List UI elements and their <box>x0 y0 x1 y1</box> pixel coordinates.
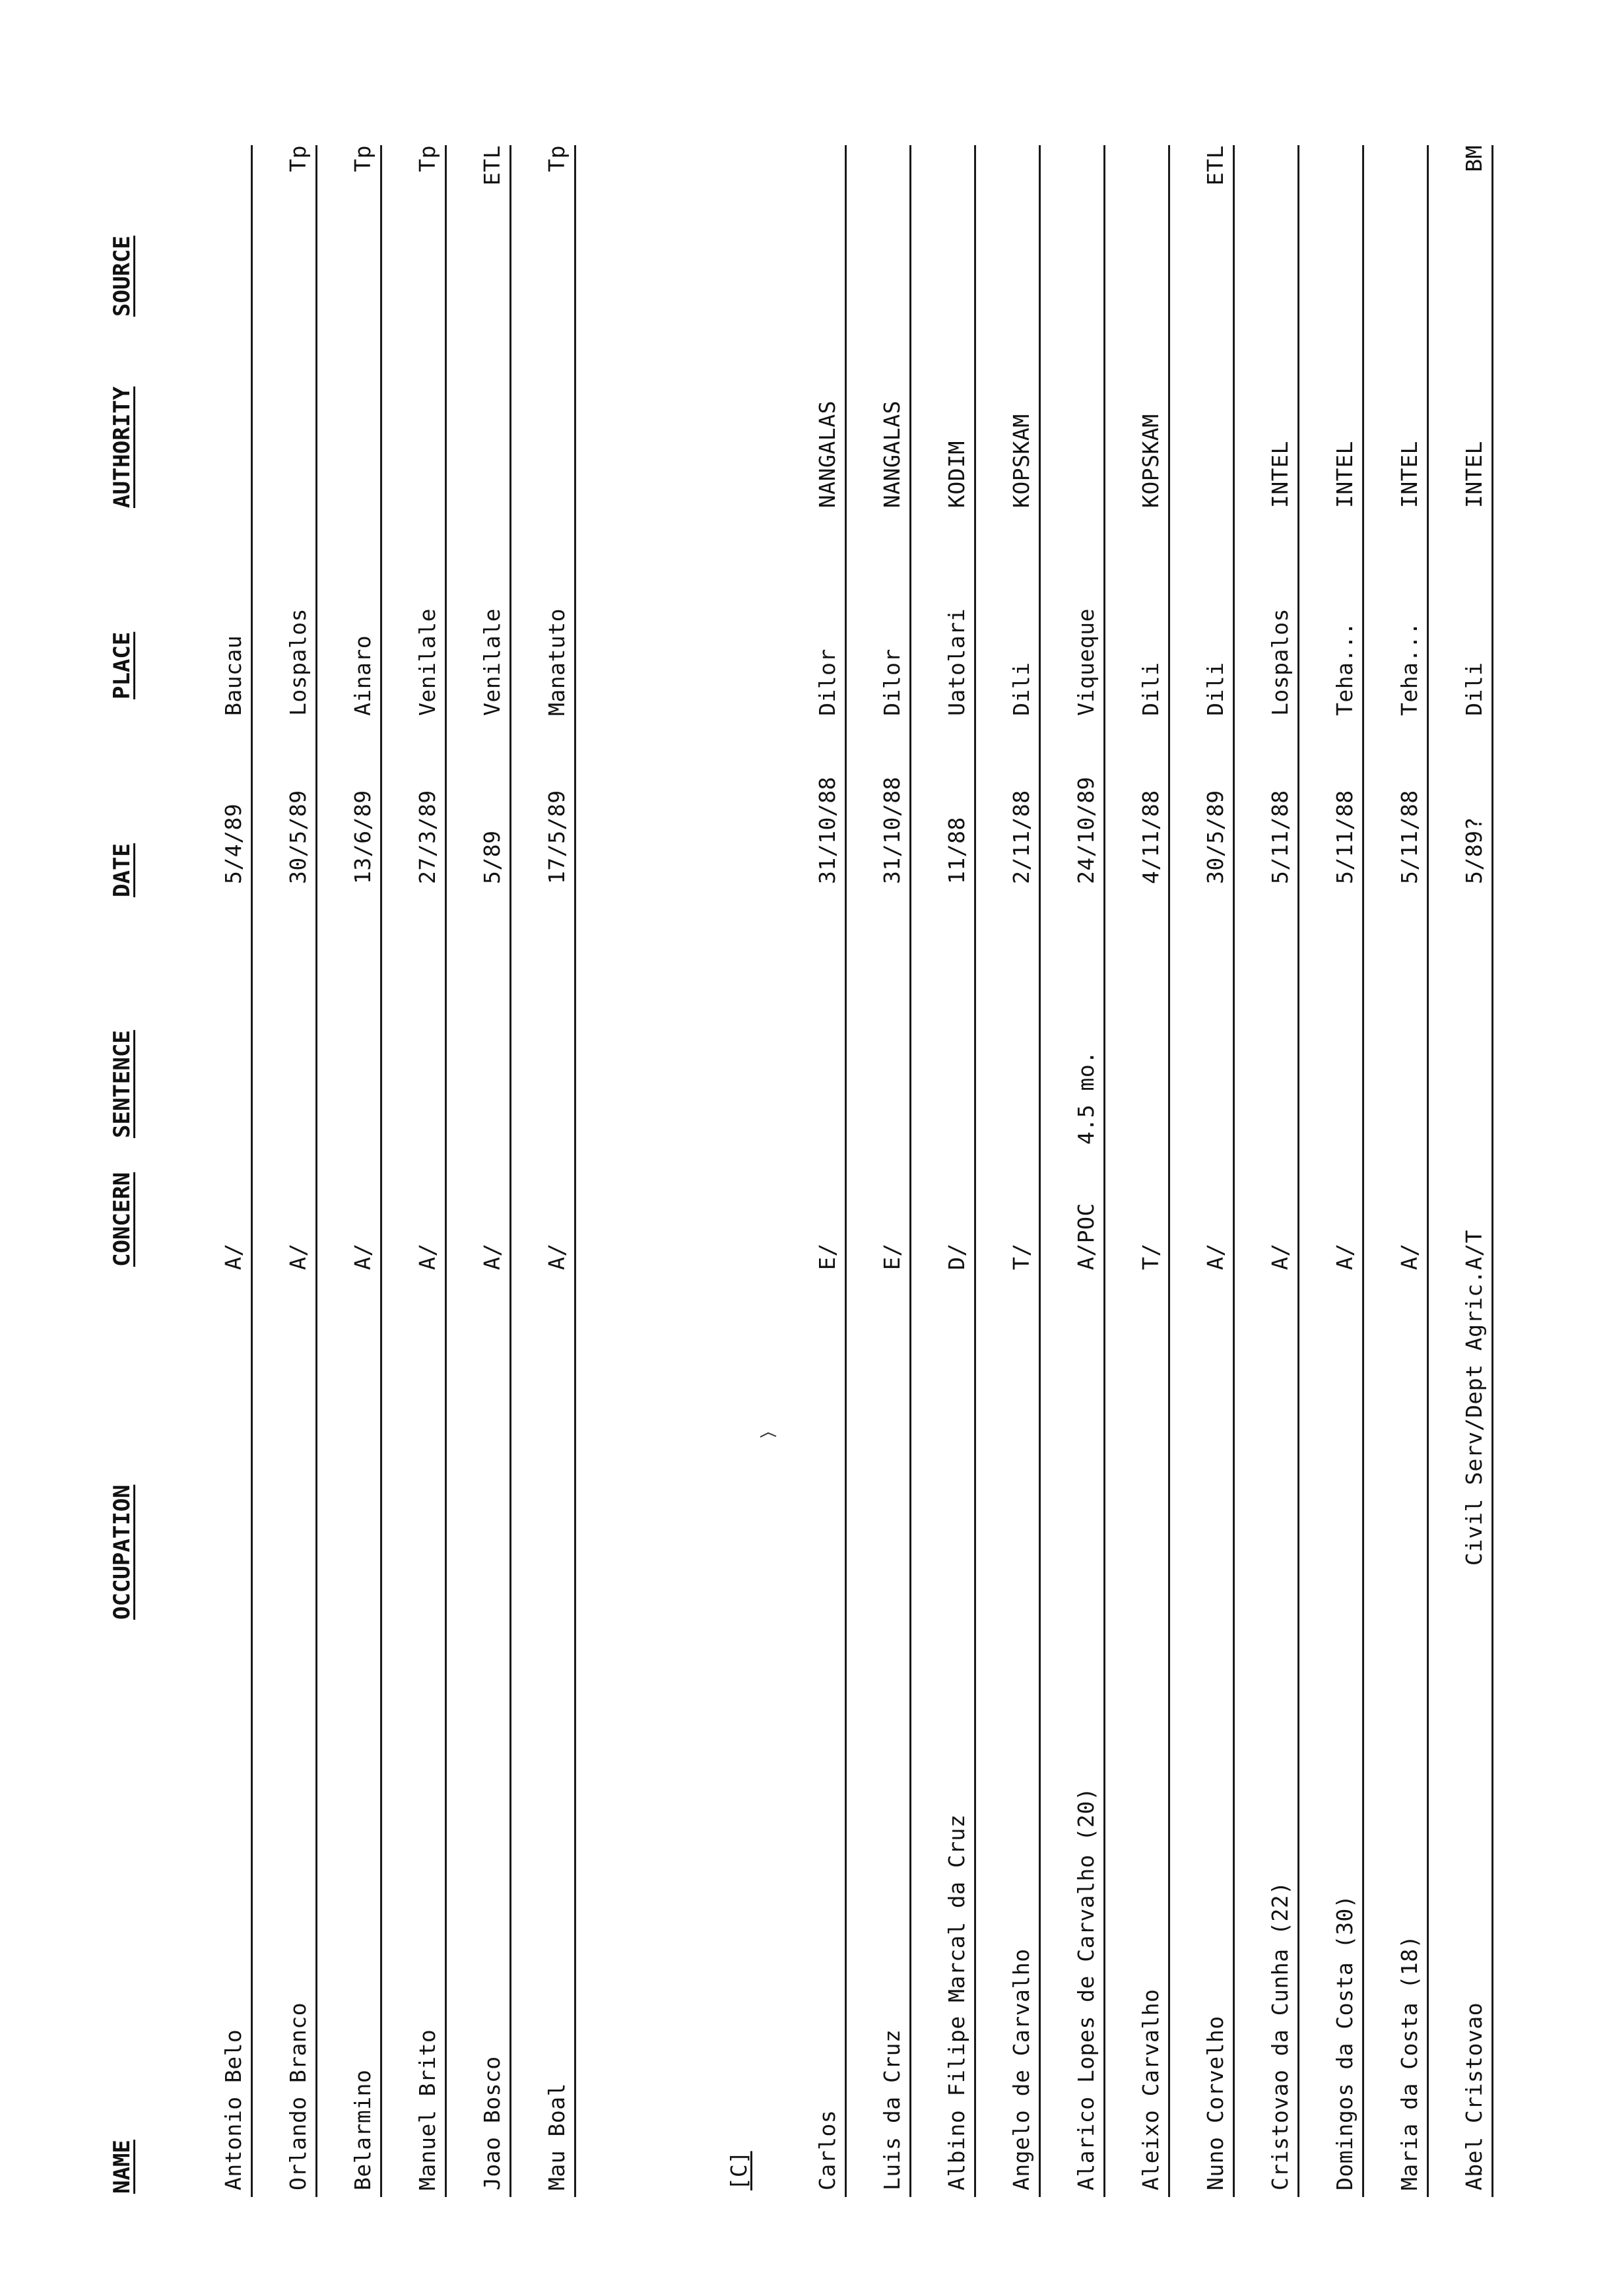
row-rule <box>1491 145 1493 2197</box>
table-row <box>1313 0 1372 2296</box>
cell-concern: A/POC <box>1073 1203 1099 1270</box>
table-row <box>201 0 261 2296</box>
cell-date: 31/10/88 <box>879 777 905 884</box>
cell-concern: A/ <box>1267 1243 1293 1270</box>
row-rule <box>1362 145 1364 2197</box>
cell-authority: KOPSKAM <box>1008 414 1034 508</box>
cell-name: Alarico Lopes de Carvalho (20) <box>1073 1787 1099 2190</box>
cell-name: Luis da Cruz <box>879 2029 905 2190</box>
cell-name: Angelo de Carvalho <box>1008 1948 1034 2190</box>
cell-authority: KOPSKAM <box>1138 414 1163 508</box>
table-row <box>460 0 519 2296</box>
row-rule <box>1427 145 1429 2197</box>
cell-place: Lospalos <box>1267 608 1293 716</box>
cell-place: Baucau <box>220 635 246 716</box>
cell-date: 5/11/88 <box>1267 790 1293 884</box>
table-row <box>395 0 455 2296</box>
cell-date: 11/88 <box>944 817 969 884</box>
cell-concern: A/ <box>220 1243 246 1270</box>
table-row <box>1248 0 1307 2296</box>
cell-name: Orlando Branco <box>285 2002 311 2190</box>
cell-occupation: Civil Serv/Dept Agric. <box>1461 1270 1487 1566</box>
cell-date: 5/11/88 <box>1332 790 1358 884</box>
cell-name: Maria da Costa (18) <box>1396 1935 1422 2190</box>
cell-place: Dili <box>1461 662 1487 716</box>
cell-authority: INTEL <box>1461 441 1487 508</box>
section-label: [C] <box>726 2151 752 2190</box>
cell-concern: A/T <box>1461 1229 1487 1270</box>
cell-place: Venilale <box>479 608 505 716</box>
cell-concern: A/ <box>285 1243 311 1270</box>
cell-name: Abel Cristovao <box>1461 2002 1487 2190</box>
cell-concern: A/ <box>1396 1243 1422 1270</box>
header-concern: CONCERN <box>109 1172 135 1267</box>
cell-name: Nuno Corvelho <box>1202 2016 1228 2190</box>
cell-date: 5/11/88 <box>1396 790 1422 884</box>
cell-source: ETL <box>1202 145 1228 186</box>
cell-place: Lospalos <box>285 608 311 716</box>
cell-source: Tp <box>544 145 570 172</box>
row-rule <box>315 145 317 2197</box>
cell-place: Viqueque <box>1073 608 1099 716</box>
cell-concern: T/ <box>1138 1243 1163 1270</box>
cell-concern: A/ <box>1332 1243 1358 1270</box>
cell-place: Manatuto <box>544 608 570 716</box>
table-row <box>525 0 584 2296</box>
cell-source: Tp <box>285 145 311 172</box>
cell-concern: A/ <box>1202 1243 1228 1270</box>
row-rule <box>445 145 447 2197</box>
cell-name: Domingos da Costa (30) <box>1332 1894 1358 2190</box>
cell-source: BM <box>1461 145 1487 172</box>
cell-date: 24/10/89 <box>1073 777 1099 884</box>
cell-authority: NANGALAS <box>879 400 905 508</box>
cell-date: 30/5/89 <box>285 790 311 884</box>
cell-name: Antonio Belo <box>220 2029 246 2190</box>
header-sentence: SENTENCE <box>109 1030 135 1138</box>
cell-concern: T/ <box>1008 1243 1034 1270</box>
cell-place: Dili <box>1202 662 1228 716</box>
cell-authority: KODIM <box>944 441 969 508</box>
header-source: SOURCE <box>109 236 135 317</box>
cell-concern: E/ <box>814 1243 840 1270</box>
row-rule <box>1297 145 1299 2197</box>
row-rule <box>909 145 911 2197</box>
table-row <box>331 0 390 2296</box>
cell-place: Uatolari <box>944 608 969 716</box>
row-rule <box>1233 145 1235 2197</box>
cell-place: Teha... <box>1332 622 1358 716</box>
header-authority: AUTHORITY <box>109 386 135 508</box>
cell-authority: INTEL <box>1332 441 1358 508</box>
table-row <box>1054 0 1113 2296</box>
row-rule <box>1103 145 1105 2197</box>
table-row <box>266 0 325 2296</box>
cell-date: 27/3/89 <box>414 790 440 884</box>
cell-concern: A/ <box>479 1243 505 1270</box>
row-rule <box>251 145 253 2197</box>
table-row <box>860 0 919 2296</box>
cell-place: Dilor <box>879 649 905 716</box>
cell-name: Mau Boal <box>544 2083 570 2190</box>
cell-name: Carlos <box>814 2109 840 2190</box>
table-row <box>795 0 855 2296</box>
cell-source: Tp <box>350 145 376 172</box>
cell-source: ETL <box>479 145 505 186</box>
cell-concern: E/ <box>879 1243 905 1270</box>
header-occupation: OCCUPATION <box>109 1484 135 1620</box>
cell-date: 5/89? <box>1461 817 1487 884</box>
row-rule <box>574 145 576 2197</box>
table-row <box>1119 0 1178 2296</box>
cell-name: Joao Bosco <box>479 2056 505 2190</box>
row-rule <box>1039 145 1041 2197</box>
cell-authority: INTEL <box>1396 441 1422 508</box>
cell-place: Dilor <box>814 649 840 716</box>
cell-place: Dili <box>1008 662 1034 716</box>
cell-name: Cristovao da Cunha (22) <box>1267 1881 1293 2190</box>
cell-date: 5/89 <box>479 830 505 884</box>
table-row <box>989 0 1049 2296</box>
table-row <box>1183 0 1243 2296</box>
cell-name: Aleixo Carvalho <box>1138 1989 1163 2190</box>
cell-source: Tp <box>414 145 440 172</box>
row-rule <box>845 145 847 2197</box>
cell-name: Belarmino <box>350 2069 376 2190</box>
cell-authority: INTEL <box>1267 441 1293 508</box>
cell-place: Dili <box>1138 662 1163 716</box>
row-rule <box>380 145 382 2197</box>
stray-pen-mark <box>759 1432 777 1438</box>
cell-date: 17/5/89 <box>544 790 570 884</box>
cell-place: Ainaro <box>350 635 376 716</box>
table-row <box>1377 0 1437 2296</box>
cell-authority: NANGALAS <box>814 400 840 508</box>
row-rule <box>1168 145 1170 2197</box>
cell-concern: A/ <box>544 1243 570 1270</box>
cell-date: 2/11/88 <box>1008 790 1034 884</box>
cell-name: Albino Filipe Marcal da Cruz <box>944 1814 969 2190</box>
cell-name: Manuel Brito <box>414 2029 440 2190</box>
cell-concern: A/ <box>414 1243 440 1270</box>
cell-concern: A/ <box>350 1243 376 1270</box>
header-name: NAME <box>109 2140 135 2194</box>
cell-concern: D/ <box>944 1243 969 1270</box>
cell-place: Venilale <box>414 608 440 716</box>
cell-date: 13/6/89 <box>350 790 376 884</box>
row-rule <box>509 145 511 2197</box>
row-rule <box>974 145 976 2197</box>
table-row <box>1442 0 1501 2296</box>
cell-date: 4/11/88 <box>1138 790 1163 884</box>
cell-date: 31/10/88 <box>814 777 840 884</box>
table-row <box>925 0 984 2296</box>
cell-sentence: 4.5 mo. <box>1073 1050 1099 1145</box>
cell-date: 5/4/89 <box>220 803 246 884</box>
cell-date: 30/5/89 <box>1202 790 1228 884</box>
header-place: PLACE <box>109 631 135 699</box>
header-date: DATE <box>109 843 135 897</box>
cell-place: Teha... <box>1396 622 1422 716</box>
